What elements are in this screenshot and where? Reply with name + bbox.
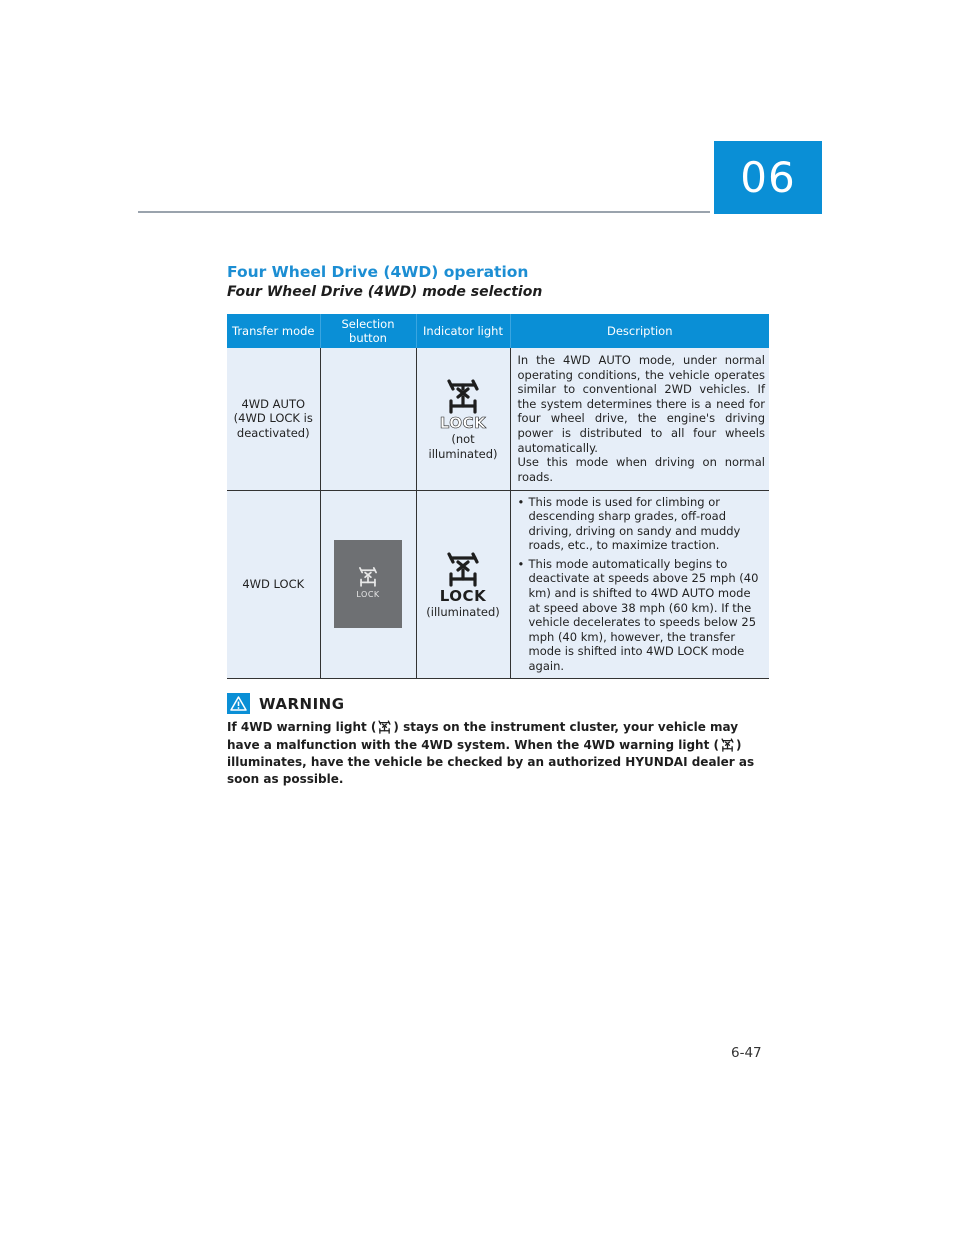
4wd-warning-icon [719, 736, 736, 753]
warning-text-part-1: If 4WD warning light ( [227, 720, 377, 734]
chapter-tab [714, 141, 822, 214]
description-text: In the 4WD AUTO mode, under normal operating conditions, the vehicle operates similar to conventional 2WD vehicles. If the system determines there is a need for four wheel drive, the engine's driving power is distributed to all four wheels automatically. [517, 353, 765, 455]
table-header-row [227, 314, 769, 348]
button-lock-label: LOCK [356, 590, 380, 600]
table-row [227, 348, 769, 490]
description-cell [510, 348, 769, 490]
4wd-lock-button-icon [355, 565, 381, 587]
indicator-lock-label: LOCK [439, 414, 487, 433]
header-description: Description [510, 314, 769, 348]
list-item: • This mode is used for climbing or descending sharp grades, off-road driving, driving on sandy and muddy roads, etc., to maximize traction. [518, 495, 766, 553]
warning-header [227, 693, 345, 714]
table-row [227, 490, 769, 678]
warning-title: WARNING [259, 694, 345, 713]
list-item: • This mode automatically begins to deactivate at speeds above 25 mph (40 km) and is shifted to 4WD AUTO mode at speed above 38 mph (60 km). If the vehicle decelerates to speeds below 25 mph (40 km), however, the transfer mode is shifted into 4WD LOCK mode again. [518, 557, 766, 674]
indicator-cell [416, 490, 510, 678]
4wd-lock-indicator-icon [441, 549, 485, 587]
indicator-caption: (not illuminated) [428, 432, 498, 461]
description-bullets [518, 495, 766, 674]
chapter-number: 06 [740, 153, 796, 202]
section-title: Four Wheel Drive (4WD) operation [227, 263, 529, 281]
page-number: 6-47 [731, 1045, 762, 1061]
header-rule [138, 211, 710, 213]
warning-text-part-3: ) illuminates, have the vehicle be checked by an authorized HYUNDAI dealer as soon as possible. [227, 738, 755, 786]
warning-text-part-2: ) stays on the instrument cluster, your vehicle may have a malfunction with the 4WD system. When the 4WD warning light ( [227, 720, 739, 752]
indicator-cell [416, 348, 510, 490]
header-selection-button: Selection button [320, 314, 416, 348]
mode-cell [227, 348, 320, 490]
mode-name: 4WD AUTO (4WD LOCK is deactivated) [233, 396, 313, 441]
selection-button-cell [320, 490, 416, 678]
description-text-2: Use this mode when driving on normal roads. [517, 455, 765, 484]
mode-name: 4WD LOCK [242, 576, 305, 591]
warning-triangle-icon [227, 693, 250, 714]
warning-text [227, 718, 772, 788]
header-indicator-light: Indicator light [416, 314, 510, 348]
description-cell [510, 490, 769, 678]
4wd-lock-indicator-icon [441, 376, 485, 414]
4wd-lock-button[interactable] [334, 540, 402, 628]
mode-table [227, 314, 769, 679]
mode-cell [227, 490, 320, 678]
indicator-lock-label: LOCK [439, 586, 487, 605]
4wd-warning-icon [376, 718, 393, 735]
header-transfer-mode: Transfer mode [227, 314, 320, 348]
section-subtitle: Four Wheel Drive (4WD) mode selection [227, 284, 543, 300]
indicator-caption: (illuminated) [426, 604, 500, 619]
selection-button-cell [320, 348, 416, 490]
